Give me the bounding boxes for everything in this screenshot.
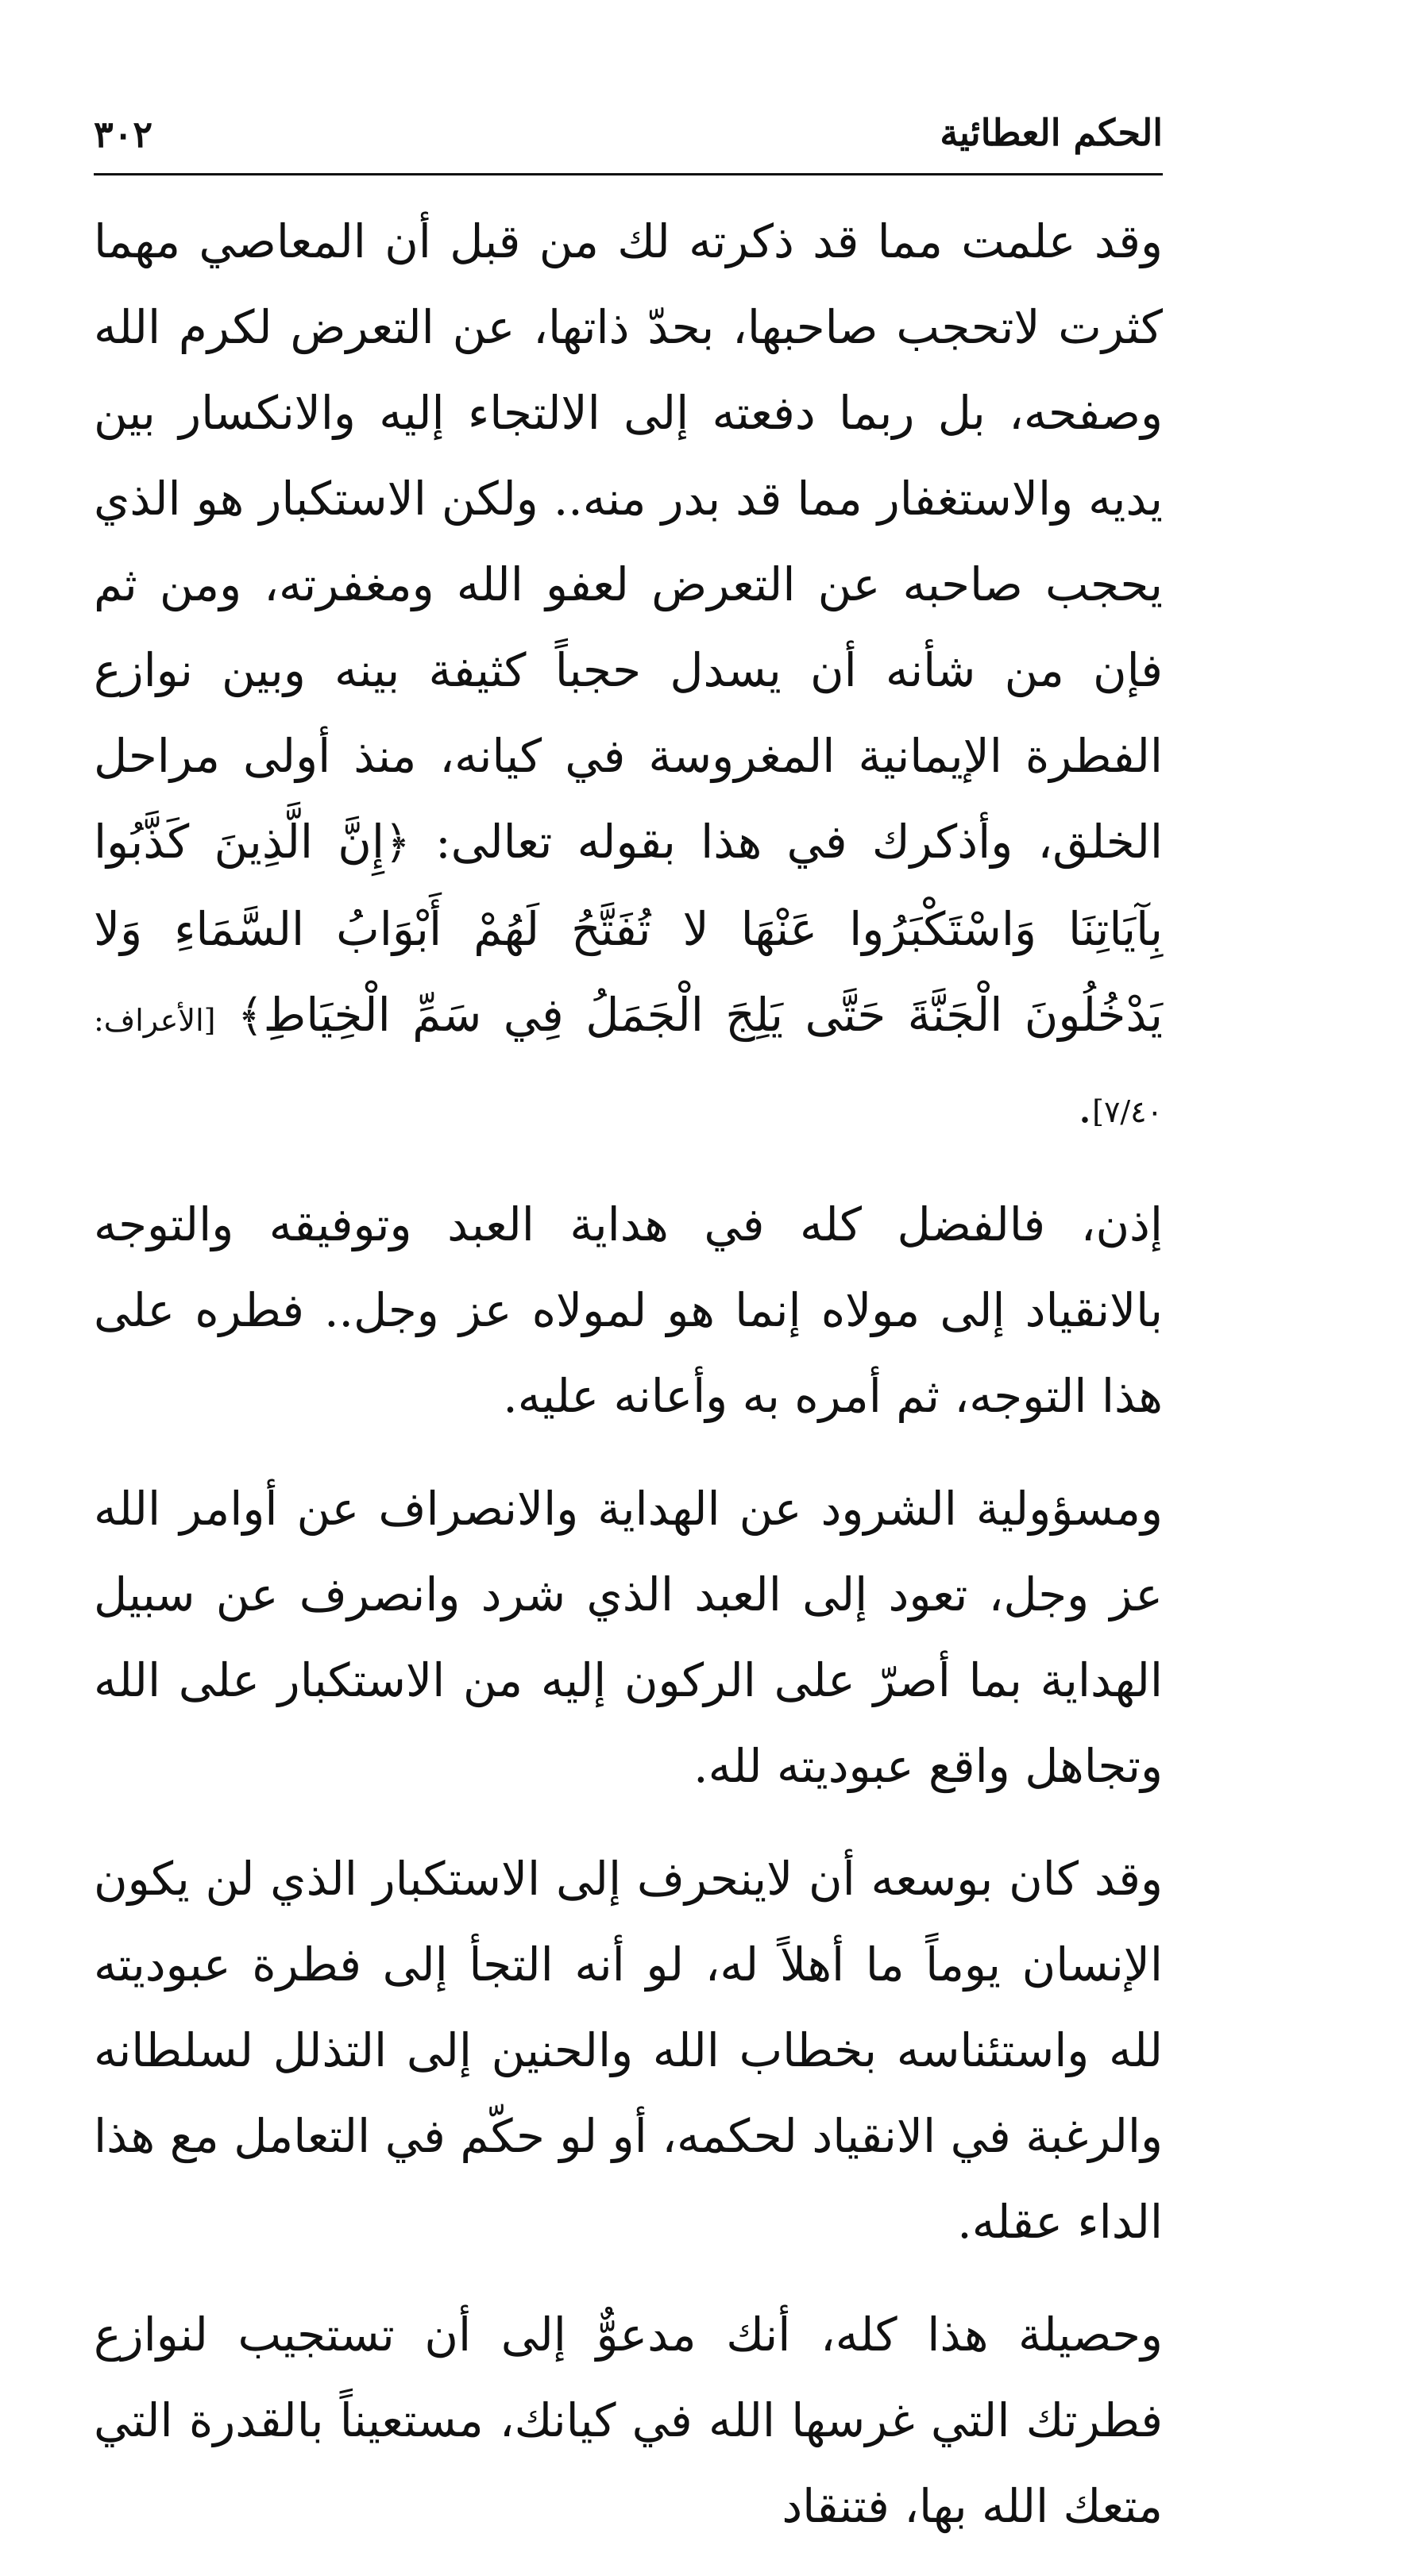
verse-open-bracket: ﴿ [384, 817, 411, 869]
paragraph-2: إذن، فالفضل كله في هداية العبد وتوفيقه والتوجه بالانقياد إلى مولاه إنما هو لمولاه عز وجل.. فطره على هذا التوجه، ثم أمره به وأعانه عليه. [94, 1197, 1163, 1423]
page-header [94, 110, 1163, 175]
paragraph-5: وحصيلة هذا كله، أنك مدعوٌّ إلى أن تستجيب لنوازع فطرتك التي غرسها الله في كيانك، مستعيناً بالقدرة التي متعك الله بها، فتنقاد [94, 2308, 1163, 2533]
verse-citation: [الأعراف: ٧/٤٠] [94, 1003, 1163, 1129]
paragraph-4: وقد كان بوسعه أن لاينحرف إلى الاستكبار الذي لن يكون الإنسان يوماً ما أهلاً له، لو أنه التجأ إلى فطرة عبوديته لله واستئناسه بخطاب الله والحنين إلى التذلل لسلطانه والرغبة في الانقياد لحكمه، أو لو حكّم في التعامل مع هذا الداء عقله. [94, 1852, 1163, 2249]
paragraph-1 [94, 199, 1163, 1155]
quran-verse: إِنَّ الَّذِينَ كَذَّبُوا بِآيَاتِنَا وَاسْتَكْبَرُوا عَنْهَا لا تُفَتَّحُ لَهُمْ أَبْوَابُ السَّمَاءِ وَلا يَدْخُلُونَ الْجَنَّةَ حَتَّى يَلِجَ الْجَمَلُ فِي سَمِّ الْخِيَاطِ [94, 815, 1163, 1042]
book-title: الحكم العطائية [940, 111, 1163, 154]
page-body [94, 199, 1163, 2576]
paragraph-end: . [1077, 1079, 1093, 1133]
page-number: ٣٠٢ [94, 113, 153, 156]
paragraph-text: وقد علمت مما قد ذكرته لك من قبل أن المعاصي مهما كثرت لاتحجب صاحبها، بحدّ ذاتها، عن التعرض لكرم الله وصفحه، بل ربما دفعته إلى الالتجاء إليه والانكسار بين يديه والاستغفار مما قد بدر منه.. ولكن الاستكبار هو الذي يحجب صاحبه عن التعرض لعفو الله ومغفرته، ومن ثم فإن من شأنه أن يسدل حجباً كثيفة بينه وبين نوازع الفطرة الإيمانية المغروسة في كيانه، منذ أولى مراحل الخلق، وأذكرك في هذا بقوله تعالى: [94, 214, 1163, 869]
paragraph-3: ومسؤولية الشرود عن الهداية والانصراف عن أوامر الله عز وجل، تعود إلى العبد الذي شرد وانصرف عن سبيل الهداية بما أصرّ على الركون إليه من الاستكبار على الله وتجاهل واقع عبوديته لله. [94, 1482, 1163, 1793]
verse-close-bracket: ﴾ [237, 990, 264, 1042]
